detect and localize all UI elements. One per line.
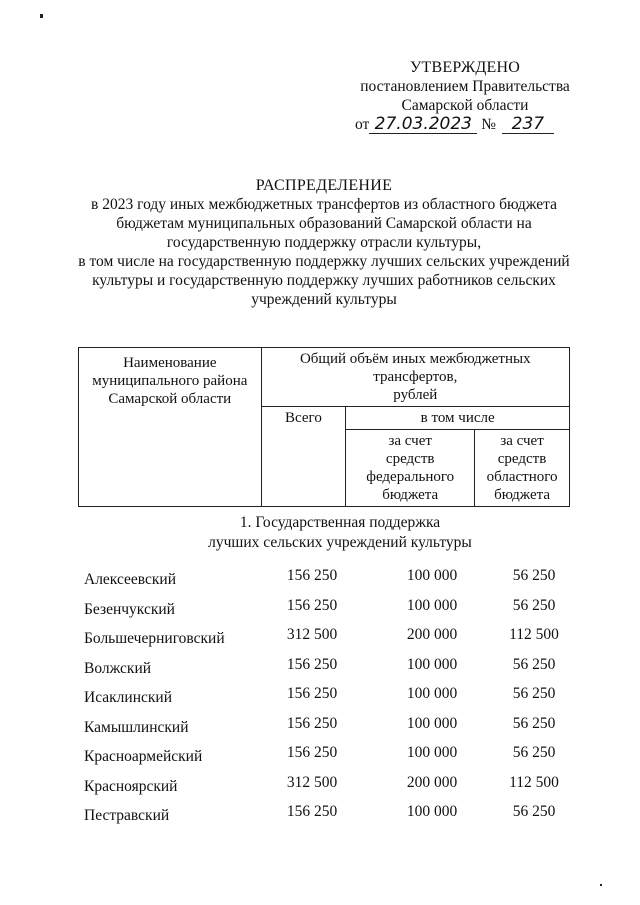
header-including: в том числе <box>346 407 570 430</box>
total-amount: 156 250 <box>286 803 338 820</box>
document-title <box>40 176 608 309</box>
distribution-table-header <box>78 347 570 507</box>
district-name: Пестравский <box>84 807 170 824</box>
header-text: бюджета <box>382 487 439 503</box>
federal-amount: 100 000 <box>406 655 458 673</box>
section-title-line: лучших сельских учреждений культуры <box>208 534 472 551</box>
federal-amount: 100 000 <box>406 596 458 614</box>
header-text: за счет <box>388 433 432 449</box>
header-total-group <box>261 348 569 407</box>
district-name: Исаклинский <box>84 689 172 706</box>
regional-amount: 56 250 <box>512 567 556 584</box>
header-text: муниципального района <box>92 373 248 389</box>
header-text: средств <box>385 451 435 467</box>
district-name: Красноярский <box>84 777 178 795</box>
district-name: Алексеевский <box>84 571 177 588</box>
header-regional <box>475 430 570 507</box>
title-line: государственную поддержку отрасли культуры, <box>166 234 482 251</box>
scan-speck <box>40 14 43 18</box>
header-text: трансфертов, <box>373 369 458 385</box>
federal-amount: 200 000 <box>406 626 458 643</box>
district-name: Большечерниговский <box>84 630 225 647</box>
header-federal <box>346 430 475 507</box>
regional-amount: 112 500 <box>509 773 559 791</box>
total-amount: 156 250 <box>286 567 338 584</box>
section-title <box>120 513 560 553</box>
regional-amount: 56 250 <box>512 744 556 761</box>
table-row <box>84 656 564 686</box>
table-row <box>84 626 564 656</box>
district-name: Камышлинский <box>84 718 189 736</box>
federal-amount: 100 000 <box>406 714 458 732</box>
distribution-rows <box>84 567 564 833</box>
header-text: за счет <box>500 433 544 449</box>
federal-amount: 100 000 <box>406 803 458 820</box>
header-text: Общий объём иных межбюджетных <box>299 351 531 367</box>
section-title-line: 1. Государственная поддержка <box>239 514 441 531</box>
header-text: бюджета <box>494 487 551 503</box>
regional-amount: 56 250 <box>512 655 556 673</box>
total-amount: 156 250 <box>286 596 338 614</box>
federal-amount: 100 000 <box>406 567 458 584</box>
total-amount: 312 500 <box>286 773 338 791</box>
total-amount: 312 500 <box>286 626 338 643</box>
date-prefix: от <box>355 116 370 133</box>
approval-heading: УТВЕРЖДЕНО <box>409 59 520 76</box>
header-text: областного <box>486 469 558 485</box>
title-line: в том числе на государственную поддержку лучших сельских учреждений <box>78 253 570 270</box>
scan-speck <box>600 884 602 886</box>
table-row <box>84 774 564 804</box>
table-row <box>84 715 564 745</box>
total-amount: 156 250 <box>286 744 338 761</box>
title-line: культуры и государственную поддержку лучших работников сельских <box>92 272 556 289</box>
title-heading: РАСПРЕДЕЛЕНИЕ <box>255 177 393 194</box>
header-text: средств <box>497 451 547 467</box>
approval-line-2: Самарской области <box>401 97 529 114</box>
header-text: Самарской области <box>108 391 232 407</box>
federal-amount: 200 000 <box>406 773 458 791</box>
approval-block <box>330 58 600 134</box>
title-line: в 2023 году иных межбюджетных трансфертов из областного бюджета <box>91 196 557 213</box>
title-line: учреждений культуры <box>251 291 397 308</box>
district-name: Красноармейский <box>84 748 203 765</box>
number-sign: № <box>481 116 496 133</box>
approval-line-1: постановлением Правительства <box>360 78 570 95</box>
regional-amount: 112 500 <box>509 626 559 643</box>
federal-amount: 100 000 <box>406 744 458 761</box>
handwritten-date: 27.03.2023 <box>369 116 477 134</box>
total-amount: 156 250 <box>286 655 338 673</box>
district-name: Волжский <box>84 659 152 677</box>
table-row <box>84 803 564 833</box>
header-text: Наименование <box>123 355 217 371</box>
federal-amount: 100 000 <box>406 685 458 702</box>
regional-amount: 56 250 <box>512 803 556 820</box>
header-text: федерального <box>366 469 455 485</box>
table-row <box>84 685 564 715</box>
header-text: рублей <box>393 387 438 403</box>
header-name-column <box>79 348 262 507</box>
title-line: бюджетам муниципальных образований Самарской области на <box>116 215 532 232</box>
table-row <box>84 597 564 627</box>
total-amount: 156 250 <box>286 685 338 702</box>
header-total: Всего <box>261 407 346 507</box>
regional-amount: 56 250 <box>512 685 556 702</box>
table-row <box>84 567 564 597</box>
handwritten-number: 237 <box>502 116 554 134</box>
regional-amount: 56 250 <box>512 596 556 614</box>
total-amount: 156 250 <box>286 714 338 732</box>
table-row <box>84 744 564 774</box>
regional-amount: 56 250 <box>512 714 556 732</box>
approval-date-line <box>330 115 600 134</box>
district-name: Безенчукский <box>84 600 175 618</box>
